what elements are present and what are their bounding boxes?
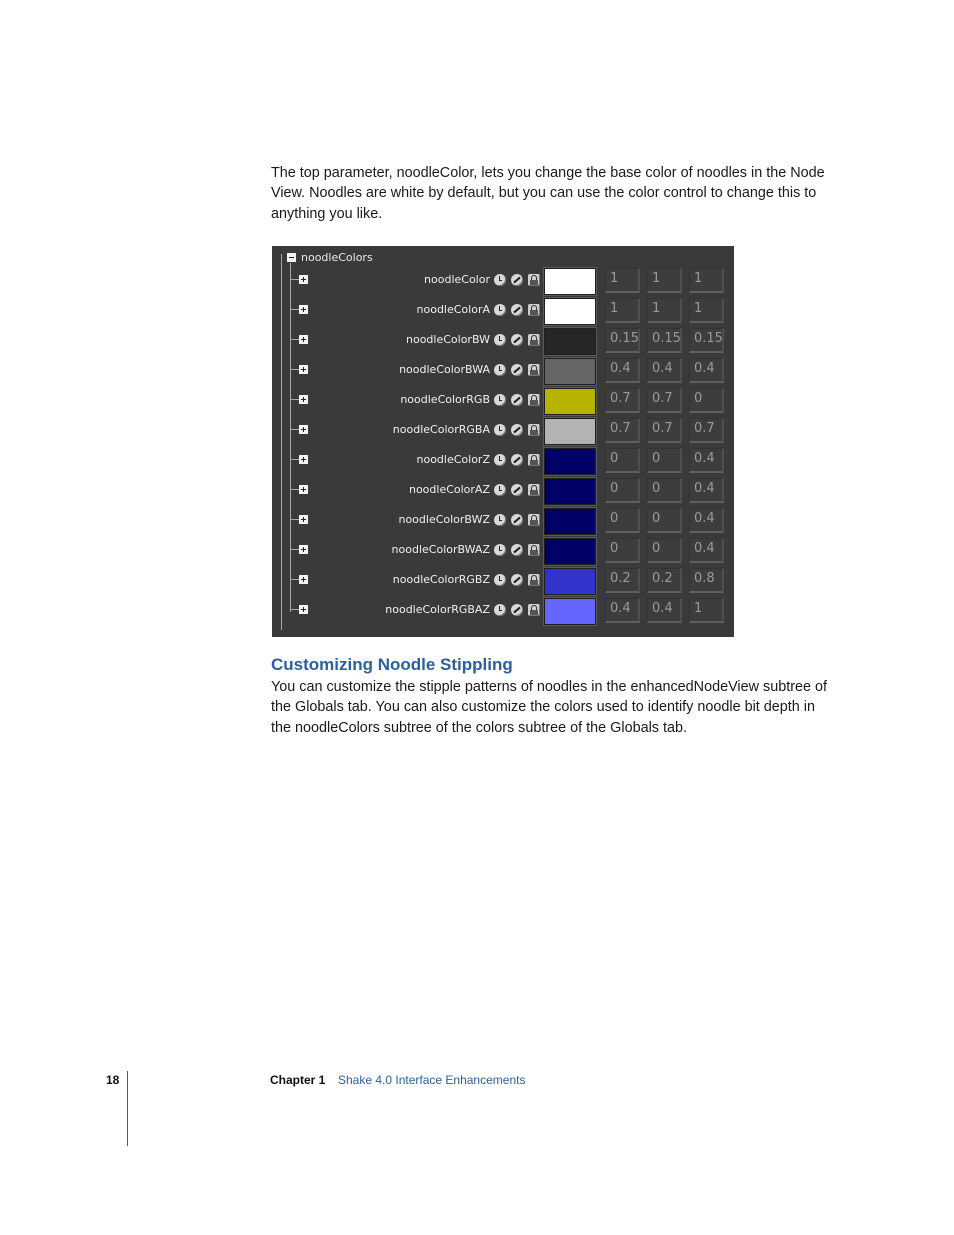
lock-icon[interactable] <box>528 454 540 466</box>
link-icon[interactable] <box>511 334 523 346</box>
lock-icon[interactable] <box>528 334 540 346</box>
color-swatch[interactable] <box>544 478 596 505</box>
value-field[interactable]: 0.4 <box>605 598 640 623</box>
tree-connector <box>291 549 299 550</box>
animate-clock-icon[interactable] <box>494 274 506 286</box>
color-swatch[interactable] <box>544 358 596 385</box>
animate-clock-icon[interactable] <box>494 304 506 316</box>
value-field[interactable]: 1 <box>647 268 682 293</box>
parameter-row <box>272 358 734 388</box>
parameter-name: noodleColorBWAZ <box>391 543 490 556</box>
parameter-row <box>272 508 734 538</box>
lock-icon[interactable] <box>528 424 540 436</box>
parameter-name: noodleColorA <box>416 303 490 316</box>
value-field[interactable]: 0.2 <box>605 568 640 593</box>
section-body: You can customize the stipple patterns of noodles in the enhancedNodeView subtree of the Globals tab. You can also customize the colors used to identify noodle bit depth in the noodleColors subtree of the colors subtree of the Globals tab. <box>271 679 828 736</box>
color-swatch[interactable] <box>544 298 596 325</box>
noodle-colors-root[interactable] <box>287 250 373 264</box>
color-swatch[interactable] <box>544 448 596 475</box>
link-icon[interactable] <box>511 514 523 526</box>
value-field[interactable]: 0.4 <box>689 448 724 473</box>
root-label: noodleColors <box>301 250 373 264</box>
tree-connector <box>291 309 299 310</box>
collapse-icon[interactable] <box>287 253 296 262</box>
link-icon[interactable] <box>511 304 523 316</box>
parameter-name: noodleColor <box>424 273 490 286</box>
parameter-name: noodleColorRGB <box>400 393 490 406</box>
value-field[interactable]: 1 <box>689 298 724 323</box>
value-field[interactable]: 0.4 <box>689 358 724 383</box>
value-field[interactable]: 0 <box>605 508 640 533</box>
footer-rule <box>127 1071 128 1146</box>
section-heading: Customizing Noodle Stippling <box>271 655 513 674</box>
chapter-title: Shake 4.0 Interface Enhancements <box>338 1073 526 1087</box>
animate-clock-icon[interactable] <box>494 484 506 496</box>
value-field[interactable]: 0.15 <box>689 328 724 353</box>
link-icon[interactable] <box>511 484 523 496</box>
color-swatch[interactable] <box>544 508 596 535</box>
animate-clock-icon[interactable] <box>494 544 506 556</box>
parameter-row <box>272 418 734 448</box>
color-swatch[interactable] <box>544 598 596 625</box>
value-field[interactable]: 0.4 <box>689 508 724 533</box>
value-field[interactable]: 0.7 <box>605 388 640 413</box>
animate-clock-icon[interactable] <box>494 424 506 436</box>
lock-icon[interactable] <box>528 574 540 586</box>
expand-icon[interactable] <box>299 545 308 554</box>
expand-icon[interactable] <box>299 515 308 524</box>
lock-icon[interactable] <box>528 514 540 526</box>
lock-icon[interactable] <box>528 304 540 316</box>
parameter-row <box>272 568 734 598</box>
value-field[interactable]: 0 <box>647 538 682 563</box>
value-field[interactable]: 0.7 <box>647 388 682 413</box>
parameter-name: noodleColorAZ <box>408 483 490 496</box>
expand-icon[interactable] <box>299 335 308 344</box>
animate-clock-icon[interactable] <box>494 514 506 526</box>
parameter-row <box>272 598 734 628</box>
parameter-name: noodleColorBWZ <box>398 513 490 526</box>
tree-connector <box>291 489 299 490</box>
tree-connector <box>291 339 299 340</box>
value-field[interactable]: 0.7 <box>605 418 640 443</box>
parameter-row <box>272 538 734 568</box>
lock-icon[interactable] <box>528 394 540 406</box>
value-field[interactable]: 0.15 <box>605 328 640 353</box>
tree-connector <box>291 459 299 460</box>
color-swatch[interactable] <box>544 568 596 595</box>
parameter-row <box>272 388 734 418</box>
animate-clock-icon[interactable] <box>494 394 506 406</box>
expand-icon[interactable] <box>299 425 308 434</box>
parameter-name: noodleColorRGBA <box>392 423 490 436</box>
value-field[interactable]: 0 <box>647 448 682 473</box>
value-field[interactable]: 1 <box>605 298 640 323</box>
expand-icon[interactable] <box>299 395 308 404</box>
link-icon[interactable] <box>511 544 523 556</box>
expand-icon[interactable] <box>299 275 308 284</box>
tree-connector <box>291 609 299 610</box>
parameter-name: noodleColorBWA <box>399 363 490 376</box>
value-field[interactable]: 1 <box>647 298 682 323</box>
parameter-name: noodleColorRGBAZ <box>385 603 490 616</box>
color-swatch[interactable] <box>544 538 596 565</box>
lock-icon[interactable] <box>528 604 540 616</box>
link-icon[interactable] <box>511 274 523 286</box>
value-field[interactable]: 0 <box>605 448 640 473</box>
expand-icon[interactable] <box>299 365 308 374</box>
value-field[interactable]: 0 <box>605 538 640 563</box>
link-icon[interactable] <box>511 454 523 466</box>
link-icon[interactable] <box>511 394 523 406</box>
parameter-row <box>272 478 734 508</box>
parameter-row <box>272 268 734 298</box>
value-field[interactable]: 0.7 <box>647 418 682 443</box>
value-field[interactable]: 0.4 <box>689 478 724 503</box>
tree-connector <box>291 279 299 280</box>
value-field[interactable]: 1 <box>605 268 640 293</box>
lock-icon[interactable] <box>528 274 540 286</box>
tree-connector <box>291 429 299 430</box>
value-field[interactable]: 0 <box>689 388 724 413</box>
color-swatch[interactable] <box>544 328 596 355</box>
lock-icon[interactable] <box>528 364 540 376</box>
parameter-row <box>272 448 734 478</box>
value-field[interactable]: 0 <box>647 508 682 533</box>
value-field[interactable]: 0.2 <box>647 568 682 593</box>
tree-connector <box>291 579 299 580</box>
animate-clock-icon[interactable] <box>494 604 506 616</box>
value-field[interactable]: 0.7 <box>689 418 724 443</box>
parameter-name: noodleColorBW <box>406 333 490 346</box>
link-icon[interactable] <box>511 424 523 436</box>
animate-clock-icon[interactable] <box>494 334 506 346</box>
color-swatch[interactable] <box>544 418 596 445</box>
expand-icon[interactable] <box>299 455 308 464</box>
noodle-colors-panel <box>272 246 734 637</box>
parameter-row <box>272 328 734 358</box>
color-swatch[interactable] <box>544 268 596 295</box>
tree-connector <box>291 369 299 370</box>
value-field[interactable]: 0 <box>605 478 640 503</box>
value-field[interactable]: 0.15 <box>647 328 682 353</box>
value-field[interactable]: 0.4 <box>689 538 724 563</box>
expand-icon[interactable] <box>299 305 308 314</box>
value-field[interactable]: 0.8 <box>689 568 724 593</box>
lock-icon[interactable] <box>528 484 540 496</box>
animate-clock-icon[interactable] <box>494 454 506 466</box>
expand-icon[interactable] <box>299 485 308 494</box>
link-icon[interactable] <box>511 604 523 616</box>
value-field[interactable]: 0.4 <box>647 358 682 383</box>
tree-connector <box>291 519 299 520</box>
parameter-name: noodleColorZ <box>416 453 490 466</box>
parameter-row <box>272 298 734 328</box>
lock-icon[interactable] <box>528 544 540 556</box>
animate-clock-icon[interactable] <box>494 574 506 586</box>
link-icon[interactable] <box>511 574 523 586</box>
value-field[interactable]: 0.4 <box>647 598 682 623</box>
value-field[interactable]: 1 <box>689 598 724 623</box>
value-field[interactable]: 1 <box>689 268 724 293</box>
parameter-name: noodleColorRGBZ <box>392 573 490 586</box>
tree-connector <box>291 399 299 400</box>
color-swatch[interactable] <box>544 388 596 415</box>
chapter-label: Chapter 1 <box>270 1073 326 1087</box>
animate-clock-icon[interactable] <box>494 364 506 376</box>
value-field[interactable]: 0 <box>647 478 682 503</box>
link-icon[interactable] <box>511 364 523 376</box>
intro-paragraph: The top parameter, noodleColor, lets you change the base color of noodles in the Node View. Noodles are white by default, but you can use the color control to change this to anything you like. <box>271 165 825 222</box>
value-field[interactable]: 0.4 <box>605 358 640 383</box>
expand-icon[interactable] <box>299 575 308 584</box>
expand-icon[interactable] <box>299 605 308 614</box>
page-number: 18 <box>106 1073 120 1087</box>
